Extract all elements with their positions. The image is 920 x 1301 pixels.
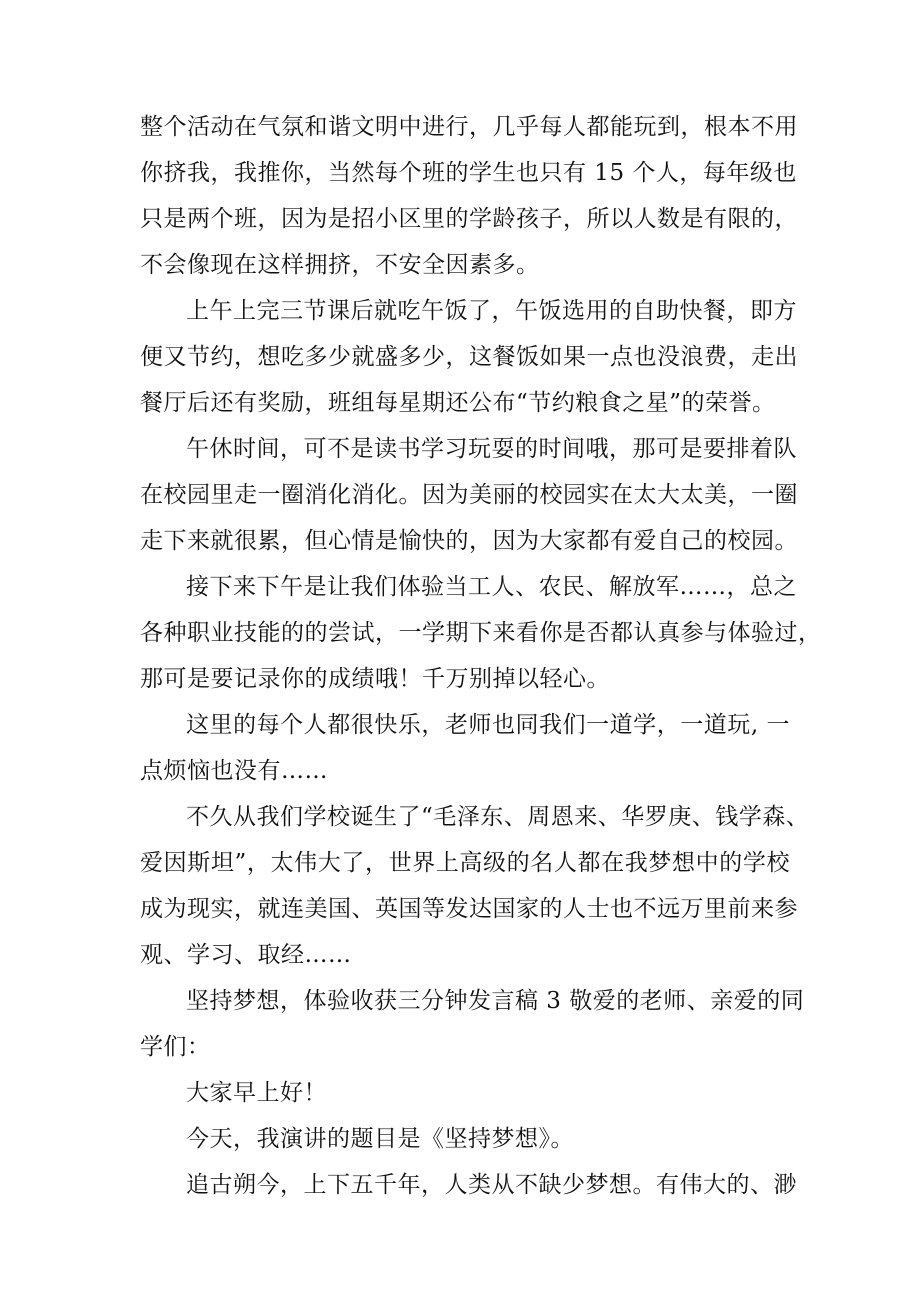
- text-line: 整个活动在气氛和谐文明中进行，几乎每人都能玩到，根本不用: [140, 114, 798, 140]
- text-line: 不久从我们学校诞生了“毛泽东、周恩来、华罗庚、钱学森、: [186, 804, 810, 830]
- paragraph: [140, 1162, 797, 1208]
- text-line: 餐厅后还有奖励，班组每星期还公布“节约粮食之星”的荣誉。: [140, 390, 776, 416]
- text-line: 那可是要记录你的成绩哦！千万别掉以轻心。: [140, 666, 610, 692]
- text-line: 接下来下午是让我们体验当工人、农民、解放军……，总之: [186, 574, 797, 600]
- text-line: 你挤我，我推你，当然每个班的学生也只有 15 个人，每年级也: [140, 160, 797, 186]
- text-line: 上午上完三节课后就吃午饭了，午饭选用的自助快餐，即方: [186, 298, 797, 324]
- paragraph: [140, 426, 798, 564]
- paragraph: [140, 564, 822, 702]
- text-line: 坚持梦想，体验收获三分钟发言稿 3 敬爱的老师、亲爱的同: [186, 988, 805, 1014]
- text-line: 今天，我演讲的题目是《坚持梦想》。: [186, 1126, 574, 1152]
- text-line: 观、学习、取经……: [140, 942, 352, 968]
- text-line: 只是两个班，因为是招小区里的学龄孩子，所以人数是有限的，: [140, 206, 798, 232]
- text-line: 追古朔今，上下五千年，人类从不缺少梦想。有伟大的、渺: [186, 1172, 797, 1198]
- text-line: 这里的每个人都很快乐，老师也同我们一道学，一道玩, 一: [186, 712, 790, 738]
- text-line: 午休时间，可不是读书学习玩耍的时间哦，那可是要排着队: [186, 436, 797, 462]
- paragraph: [140, 104, 798, 288]
- text-line: 各种职业技能的的尝试，一学期下来看你是否都认真参与体验过，: [140, 620, 822, 646]
- document-body: [140, 104, 822, 1208]
- paragraph: [140, 702, 790, 794]
- text-line: 在校园里走一圈消化消化。因为美丽的校园实在太大太美，一圈: [140, 482, 798, 508]
- paragraph: [140, 1070, 790, 1116]
- text-line: 便又节约，想吃多少就盛多少，这餐饭如果一点也没浪费，走出: [140, 344, 798, 370]
- text-line: 点烦恼也没有……: [140, 758, 328, 784]
- text-line: 不会像现在这样拥挤，不安全因素多。: [140, 252, 540, 278]
- paragraph: [140, 978, 805, 1070]
- text-line: 爱因斯坦”，太伟大了，世界上高级的名人都在我梦想中的学校: [140, 850, 790, 876]
- paragraph: [140, 794, 810, 978]
- text-line: 大家早上好！: [186, 1080, 327, 1106]
- paragraph: [140, 1116, 790, 1162]
- text-line: 走下来就很累，但心情是愉快的，因为大家都有爱自己的校园。: [140, 528, 798, 554]
- text-line: 成为现实，就连美国、英国等发达国家的人士也不远万里前来参: [140, 896, 798, 922]
- text-line: 学们：: [140, 1034, 211, 1060]
- paragraph: [140, 288, 798, 426]
